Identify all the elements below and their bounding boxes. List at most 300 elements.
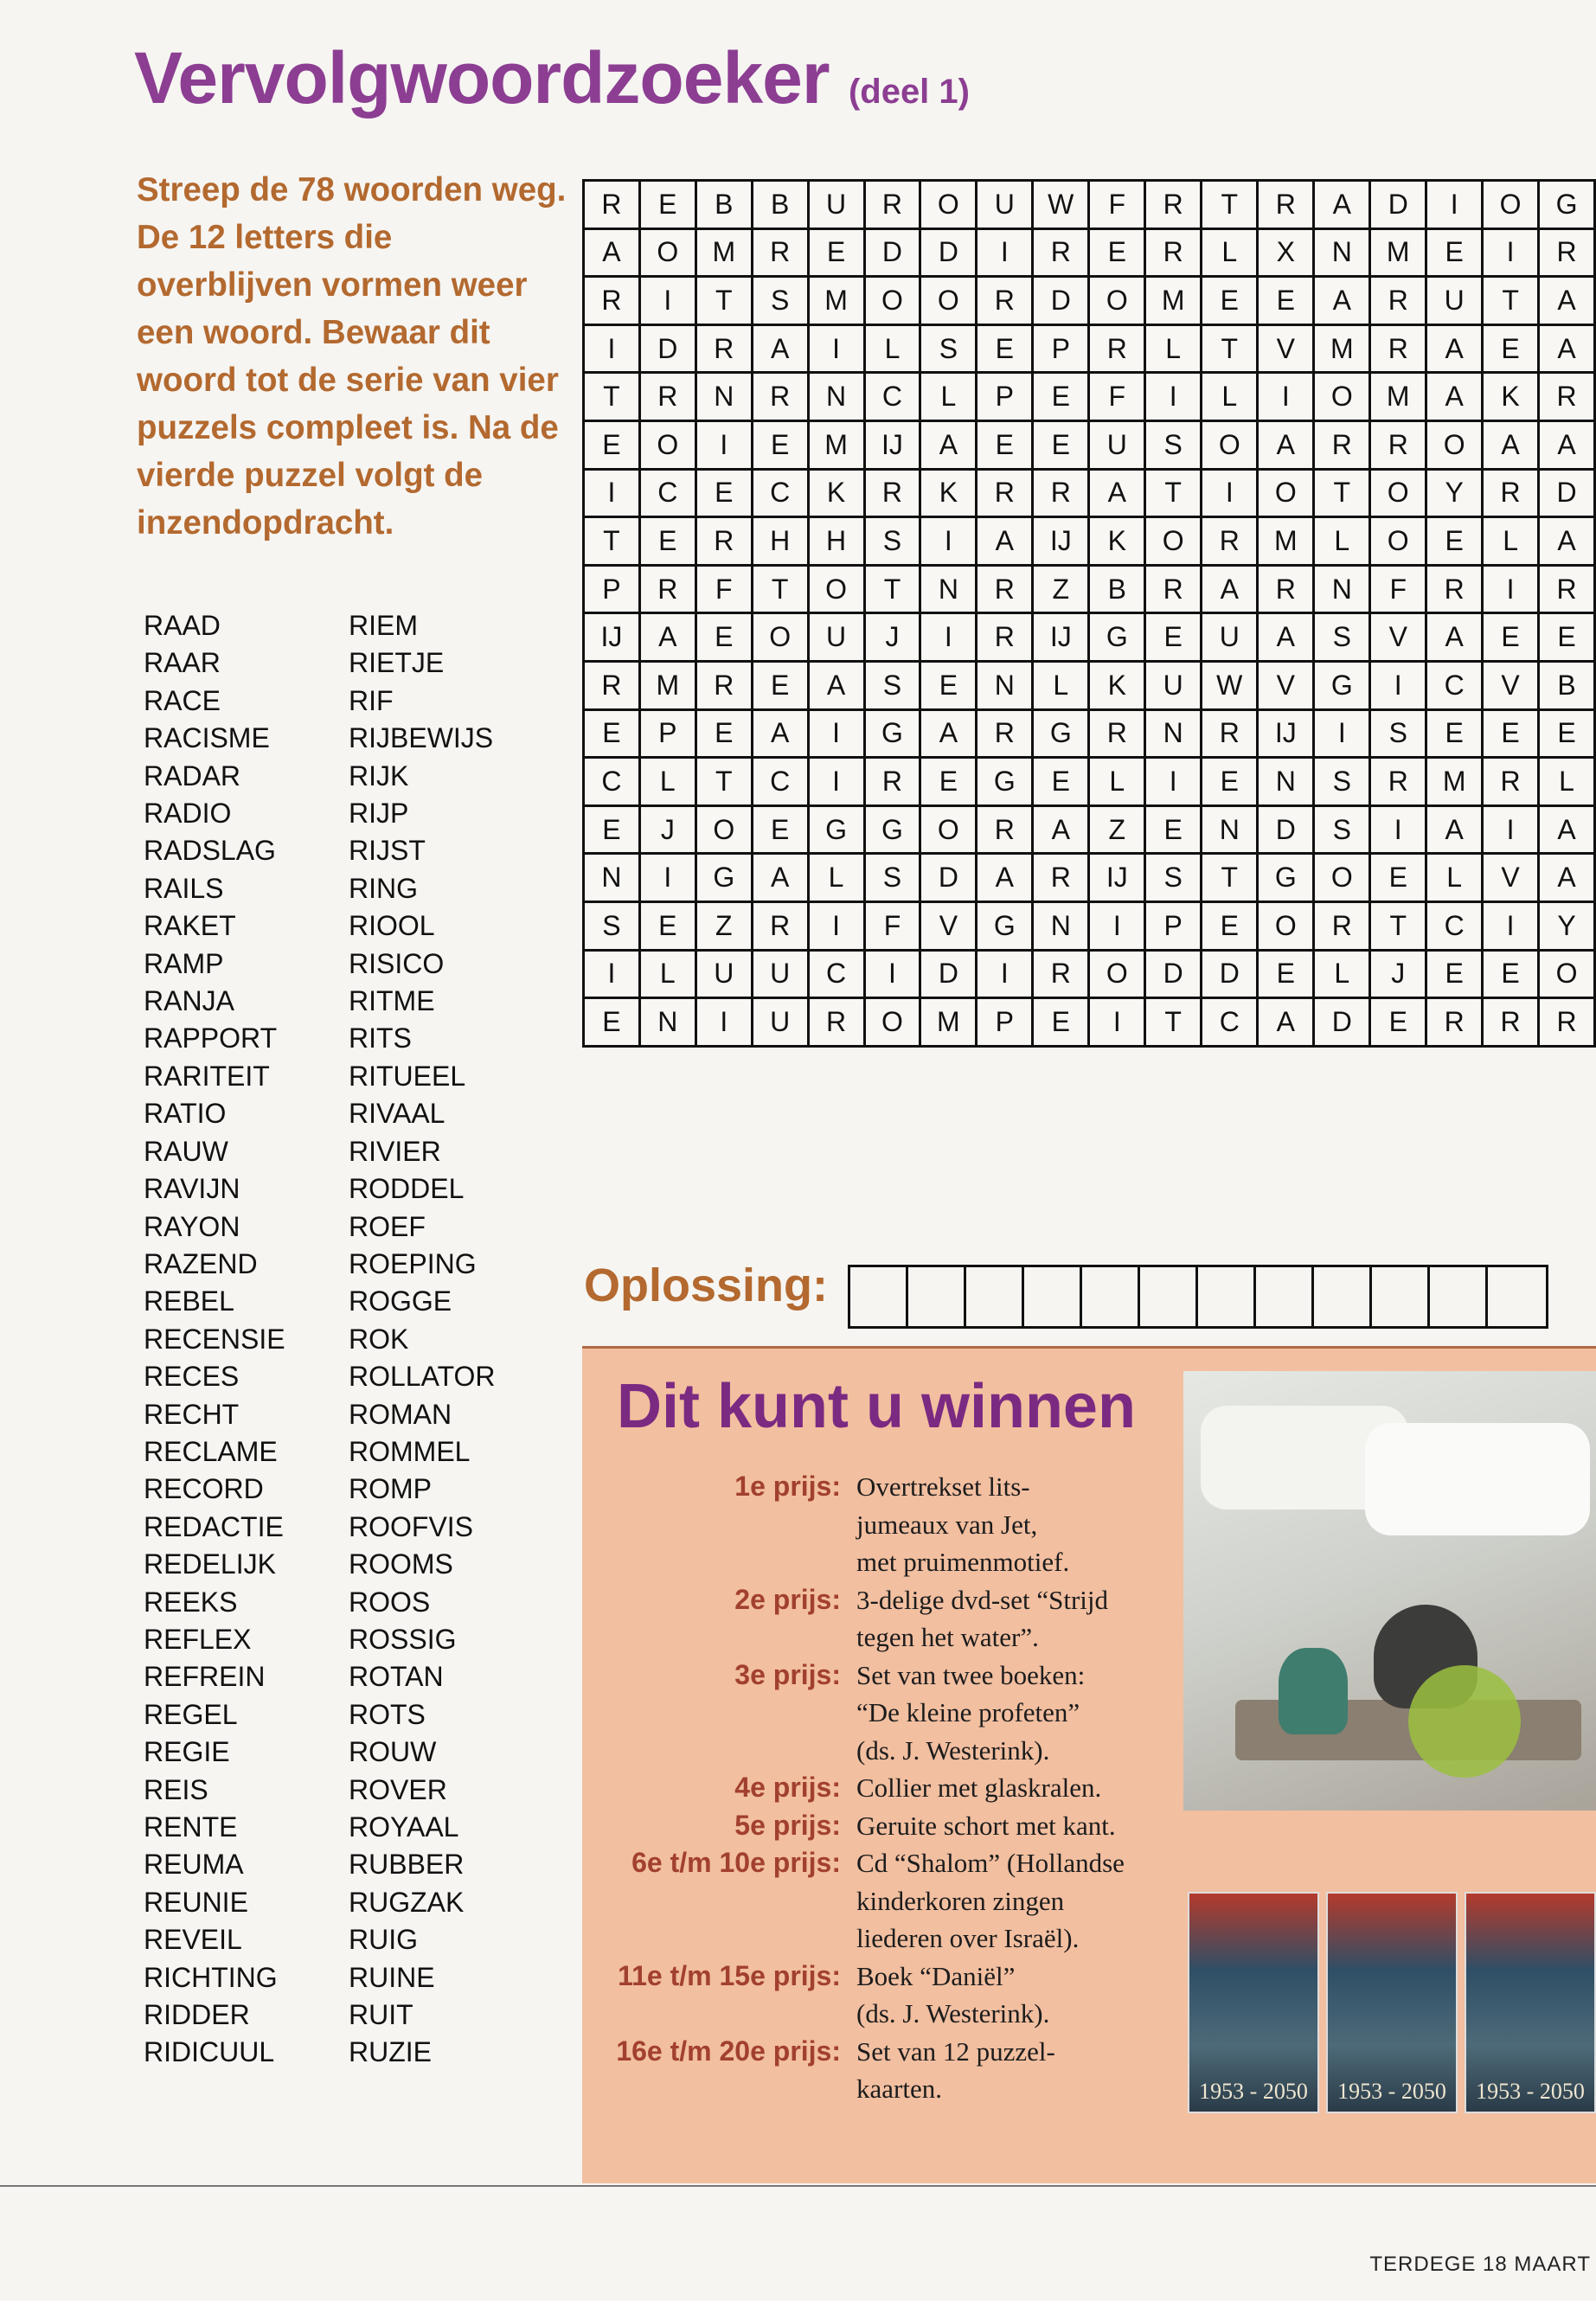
- grid-cell: I: [1202, 469, 1258, 517]
- prize-row: [582, 1958, 1168, 2033]
- grid-cell: R: [1370, 758, 1426, 806]
- grid-cell: A: [1314, 181, 1370, 229]
- word-item: ROOS: [349, 1586, 431, 1618]
- grid-cell: T: [1145, 998, 1202, 1047]
- word-item: RADSLAG: [144, 835, 276, 867]
- grid-cell: A: [1202, 565, 1258, 613]
- grid-cell: N: [1258, 758, 1314, 806]
- solution-box: [1488, 1267, 1546, 1326]
- word-item: ROMAN: [349, 1398, 452, 1430]
- grid-cell: R: [1483, 758, 1539, 806]
- grid-cell: E: [1539, 613, 1595, 662]
- word-item: RUBBER: [349, 1849, 465, 1881]
- grid-cell: I: [920, 517, 977, 566]
- grid-cell: B: [1539, 661, 1595, 709]
- prize-line: “De kleine profeten”: [856, 1697, 1080, 1727]
- grid-cell: E: [1145, 805, 1202, 854]
- grid-cell: A: [1539, 805, 1595, 854]
- grid-cell: R: [1033, 854, 1089, 902]
- grid-cell: O: [864, 998, 920, 1047]
- word-item: RODDEL: [349, 1173, 465, 1205]
- title-suffix: (deel 1): [848, 73, 970, 111]
- grid-cell: N: [1033, 901, 1089, 950]
- grid-cell: R: [1426, 565, 1483, 613]
- word-item: RAYON: [144, 1210, 240, 1242]
- grid-cell: I: [977, 950, 1033, 998]
- grid-cell: O: [1483, 181, 1539, 229]
- word-item: RIETJE: [349, 647, 445, 679]
- grid-cell: T: [584, 373, 640, 421]
- dvd-caption: 1953 - 2050: [1337, 2079, 1446, 2104]
- grid-cell: R: [639, 373, 695, 421]
- word-item: RIF: [349, 684, 394, 716]
- grid-cell: I: [1370, 661, 1426, 709]
- prize-label: 4e prijs:: [734, 1772, 841, 1803]
- grid-cell: S: [1145, 420, 1202, 469]
- grid-cell: L: [1033, 661, 1089, 709]
- solution-box: [1314, 1267, 1372, 1326]
- grid-cell: B: [1089, 565, 1145, 613]
- grid-cell: R: [695, 661, 752, 709]
- grid-cell: O: [1314, 854, 1370, 902]
- grid-cell: Z: [1033, 565, 1089, 613]
- solution-box: [1198, 1267, 1256, 1326]
- grid-cell: R: [977, 805, 1033, 854]
- grid-cell: E: [1483, 950, 1539, 998]
- grid-cell: Y: [1426, 469, 1483, 517]
- grid-cell: G: [977, 758, 1033, 806]
- prize-line: tegen het water”.: [856, 1622, 1039, 1652]
- grid-cell: Z: [1089, 805, 1145, 854]
- grid-cell: I: [1089, 901, 1145, 950]
- grid-cell: U: [808, 181, 864, 229]
- prize-label: 6e t/m 10e prijs:: [631, 1847, 841, 1878]
- grid-cell: A: [639, 613, 695, 662]
- grid-cell: I: [639, 277, 695, 325]
- grid-cell: N: [584, 854, 640, 902]
- word-item: REFLEX: [144, 1623, 252, 1655]
- grid-cell: O: [1258, 901, 1314, 950]
- prize-description: [856, 1468, 1168, 1581]
- grid-cell: E: [1258, 950, 1314, 998]
- grid-cell: L: [1089, 758, 1145, 806]
- grid-cell: C: [752, 758, 808, 806]
- grid-cell: I: [808, 709, 864, 758]
- grid-cell: R: [1370, 277, 1426, 325]
- grid-cell: B: [752, 181, 808, 229]
- grid-cell: E: [1426, 228, 1483, 277]
- grid-cell: E: [1483, 709, 1539, 758]
- prize-label: 2e prijs:: [734, 1583, 841, 1615]
- prize-label: 3e prijs:: [734, 1658, 841, 1690]
- word-item: RAPPORT: [144, 1022, 278, 1054]
- dvd-cover-1: [1188, 1892, 1319, 2113]
- grid-cell: O: [1089, 950, 1145, 998]
- word-item: ROTAN: [349, 1661, 444, 1693]
- grid-cell: F: [695, 565, 752, 613]
- grid-cell: F: [1089, 373, 1145, 421]
- word-item: RADAR: [144, 760, 241, 792]
- word-item: RUGZAK: [349, 1886, 465, 1918]
- word-item: REDACTIE: [144, 1510, 284, 1542]
- grid-cell: R: [1145, 228, 1202, 277]
- grid-cell: I: [808, 758, 864, 806]
- title-main: Vervolgwoordzoeker: [134, 37, 830, 119]
- grid-cell: N: [1314, 565, 1370, 613]
- word-item: RUZIE: [349, 2036, 432, 2068]
- prize-label: 16e t/m 20e prijs:: [616, 2035, 841, 2067]
- grid-cell: I: [1483, 228, 1539, 277]
- grid-cell: E: [977, 420, 1033, 469]
- word-item: ROOFVIS: [349, 1510, 474, 1542]
- grid-cell: U: [808, 613, 864, 662]
- grid-cell: K: [920, 469, 977, 517]
- grid-cell: E: [695, 469, 752, 517]
- grid-cell: S: [864, 517, 920, 566]
- grid-cell: R: [639, 565, 695, 613]
- grid-cell: U: [1145, 661, 1202, 709]
- grid-cell: E: [695, 613, 752, 662]
- grid-cell: R: [1258, 565, 1314, 613]
- grid-cell: U: [752, 998, 808, 1047]
- word-item: ROTS: [349, 1698, 426, 1730]
- grid-cell: S: [1145, 854, 1202, 902]
- grid-cell: P: [1145, 901, 1202, 950]
- word-item: RIDDER: [144, 1999, 250, 2031]
- grid-cell: E: [639, 517, 695, 566]
- grid-cell: I: [584, 950, 640, 998]
- grid-cell: S: [1314, 805, 1370, 854]
- grid-cell: R: [752, 901, 808, 950]
- grid-cell: N: [1314, 228, 1370, 277]
- grid-cell: IJ: [1033, 613, 1089, 662]
- solution-box: [1256, 1267, 1314, 1326]
- grid-cell: D: [639, 324, 695, 373]
- grid-cell: R: [1202, 709, 1258, 758]
- grid-cell: R: [864, 758, 920, 806]
- grid-row: [584, 950, 1595, 998]
- grid-cell: I: [584, 469, 640, 517]
- grid-cell: R: [1370, 420, 1426, 469]
- grid-cell: R: [808, 998, 864, 1047]
- grid-cell: A: [1539, 277, 1595, 325]
- prize-row: [582, 1581, 1168, 1657]
- grid-cell: O: [808, 565, 864, 613]
- grid-cell: M: [1426, 758, 1483, 806]
- grid-cell: O: [639, 420, 695, 469]
- grid-cell: O: [1314, 373, 1370, 421]
- prize-line: (ds. J. Westerink).: [856, 1734, 1050, 1766]
- solution-box: [1140, 1267, 1198, 1326]
- grid-cell: E: [1370, 854, 1426, 902]
- grid-cell: T: [1483, 277, 1539, 325]
- grid-cell: A: [1426, 324, 1483, 373]
- grid-cell: R: [695, 517, 752, 566]
- grid-row: [584, 661, 1595, 709]
- grid-cell: E: [1370, 998, 1426, 1047]
- word-item: RARITEIT: [144, 1060, 270, 1092]
- prize-line: Set van 12 puzzel-: [856, 2035, 1055, 2067]
- prize-row: [582, 1769, 1168, 1807]
- grid-cell: L: [639, 950, 695, 998]
- solution-boxes: [848, 1265, 1548, 1329]
- solution-box: [850, 1267, 908, 1326]
- grid-cell: S: [1370, 709, 1426, 758]
- word-item: ROYAAL: [349, 1811, 459, 1843]
- grid-cell: IJ: [1258, 709, 1314, 758]
- grid-row: [584, 277, 1595, 325]
- word-item: RAZEND: [144, 1247, 258, 1279]
- grid-cell: L: [1145, 324, 1202, 373]
- word-list: [144, 607, 554, 2072]
- grid-cell: W: [1202, 661, 1258, 709]
- word-item: RATIO: [144, 1098, 227, 1130]
- grid-cell: D: [1539, 469, 1595, 517]
- word-item: ROSSIG: [349, 1623, 457, 1655]
- grid-cell: M: [808, 277, 864, 325]
- word-column-1: [144, 607, 349, 2072]
- grid-cell: T: [1202, 854, 1258, 902]
- grid-cell: K: [808, 469, 864, 517]
- word-item: RAAR: [144, 647, 221, 679]
- word-item: RACISME: [144, 722, 270, 754]
- grid-cell: R: [977, 469, 1033, 517]
- prize-description: [856, 2033, 1168, 2108]
- prize-line: Geruite schort met kant.: [856, 1810, 1116, 1841]
- grid-cell: I: [639, 854, 695, 902]
- grid-row: [584, 758, 1595, 806]
- grid-row: [584, 854, 1595, 902]
- grid-cell: J: [864, 613, 920, 662]
- grid-cell: R: [1033, 950, 1089, 998]
- grid-cell: T: [752, 565, 808, 613]
- word-item: ROEPING: [349, 1247, 477, 1279]
- grid-cell: R: [1426, 998, 1483, 1047]
- prize-row: [582, 1657, 1168, 1770]
- word-item: REUNIE: [144, 1886, 248, 1918]
- grid-cell: D: [920, 228, 977, 277]
- prize-line: Set van twee boeken:: [856, 1659, 1086, 1690]
- grid-cell: C: [808, 950, 864, 998]
- grid-cell: F: [1089, 181, 1145, 229]
- grid-cell: D: [1033, 277, 1089, 325]
- grid-cell: S: [752, 277, 808, 325]
- grid-cell: S: [1314, 613, 1370, 662]
- grid-cell: P: [977, 998, 1033, 1047]
- grid-row: [584, 998, 1595, 1047]
- grid-cell: E: [977, 324, 1033, 373]
- grid-cell: R: [1258, 181, 1314, 229]
- grid-cell: U: [1202, 613, 1258, 662]
- grid-cell: I: [1258, 373, 1314, 421]
- grid-cell: X: [1258, 228, 1314, 277]
- grid-cell: E: [1258, 277, 1314, 325]
- grid-cell: K: [1089, 661, 1145, 709]
- grid-cell: C: [864, 373, 920, 421]
- grid-cell: F: [864, 901, 920, 950]
- grid-row: [584, 469, 1595, 517]
- word-item: ROK: [349, 1323, 409, 1355]
- grid-cell: L: [1539, 758, 1595, 806]
- page-title: [134, 36, 970, 120]
- grid-cell: R: [1314, 901, 1370, 950]
- grid-cell: Z: [695, 901, 752, 950]
- grid-cell: K: [1089, 517, 1145, 566]
- grid-cell: E: [639, 181, 695, 229]
- grid-cell: G: [1539, 181, 1595, 229]
- grid-cell: R: [752, 373, 808, 421]
- word-item: REEKS: [144, 1586, 238, 1618]
- grid-cell: A: [1426, 373, 1483, 421]
- grid-cell: I: [1145, 758, 1202, 806]
- grid-cell: I: [1426, 181, 1483, 229]
- grid-cell: P: [1033, 324, 1089, 373]
- grid-cell: A: [1314, 277, 1370, 325]
- grid-cell: IJ: [864, 420, 920, 469]
- word-item: RAAD: [144, 610, 221, 641]
- grid-cell: P: [977, 373, 1033, 421]
- word-item: RITME: [349, 985, 435, 1017]
- grid-cell: A: [1426, 613, 1483, 662]
- grid-cell: A: [920, 709, 977, 758]
- grid-cell: E: [1483, 324, 1539, 373]
- grid-row: [584, 709, 1595, 758]
- grid-row: [584, 373, 1595, 421]
- grid-cell: I: [808, 324, 864, 373]
- grid-cell: E: [1202, 901, 1258, 950]
- word-item: RISICO: [349, 947, 445, 979]
- word-item: RAVIJN: [144, 1173, 240, 1205]
- grid-cell: O: [695, 805, 752, 854]
- grid-row: [584, 805, 1595, 854]
- grid-cell: R: [864, 181, 920, 229]
- grid-cell: R: [977, 709, 1033, 758]
- grid-cell: H: [752, 517, 808, 566]
- grid-cell: R: [977, 565, 1033, 613]
- grid-cell: T: [1202, 181, 1258, 229]
- grid-cell: E: [752, 420, 808, 469]
- grid-cell: M: [1145, 277, 1202, 325]
- word-item: ROUW: [349, 1736, 437, 1768]
- grid-cell: O: [752, 613, 808, 662]
- grid-cell: J: [1370, 950, 1426, 998]
- grid-cell: M: [1314, 324, 1370, 373]
- grid-cell: D: [1202, 950, 1258, 998]
- word-item: REIS: [144, 1773, 208, 1805]
- word-item: RUIT: [349, 1999, 413, 2031]
- grid-cell: R: [1202, 517, 1258, 566]
- grid-cell: L: [1314, 950, 1370, 998]
- grid-cell: R: [584, 181, 640, 229]
- grid-cell: A: [1539, 324, 1595, 373]
- prize-row: [582, 1844, 1168, 1958]
- instructions: Streep de 78 woorden weg. De 12 letters die overblijven vormen weer een woord. Bewaar dit woord tot de serie van vier puzzels compleet is. Na de vierde puzzel volgt de inzendopdracht.: [137, 171, 567, 542]
- grid-cell: E: [1483, 613, 1539, 662]
- grid-cell: D: [1370, 181, 1426, 229]
- grid-cell: A: [1258, 613, 1314, 662]
- grid-cell: O: [1258, 469, 1314, 517]
- word-item: REGEL: [144, 1698, 238, 1730]
- grid-cell: O: [639, 228, 695, 277]
- prize-line: kinderkoren zingen: [856, 1885, 1065, 1916]
- grid-row: [584, 517, 1595, 566]
- grid-cell: S: [1314, 758, 1370, 806]
- word-item: RIJBEWIJS: [349, 722, 494, 754]
- grid-cell: J: [639, 805, 695, 854]
- prize-label: 1e prijs:: [734, 1471, 841, 1502]
- grid-cell: C: [639, 469, 695, 517]
- grid-cell: I: [1145, 373, 1202, 421]
- grid-cell: O: [1370, 469, 1426, 517]
- grid-cell: R: [977, 613, 1033, 662]
- grid-cell: G: [864, 709, 920, 758]
- prize-line: Boek “Daniël”: [856, 1960, 1016, 1991]
- word-item: RAKET: [144, 910, 236, 942]
- grid-cell: O: [1089, 277, 1145, 325]
- grid-cell: A: [1089, 469, 1145, 517]
- grid-cell: A: [1258, 420, 1314, 469]
- solution-box: [1372, 1267, 1430, 1326]
- grid-cell: E: [1426, 517, 1483, 566]
- grid-cell: V: [1258, 324, 1314, 373]
- grid-cell: A: [1483, 420, 1539, 469]
- word-column-2: [349, 607, 554, 2072]
- grid-cell: R: [1089, 709, 1145, 758]
- word-item: RECLAME: [144, 1435, 278, 1467]
- grid-cell: T: [695, 758, 752, 806]
- prize-description: [856, 1657, 1168, 1770]
- prize-line: Collier met glaskralen.: [856, 1772, 1102, 1803]
- grid-cell: M: [920, 998, 977, 1047]
- grid-cell: R: [1483, 998, 1539, 1047]
- grid-cell: C: [1426, 901, 1483, 950]
- grid-cell: E: [920, 661, 977, 709]
- grid-cell: E: [584, 709, 640, 758]
- word-item: ROEF: [349, 1210, 426, 1242]
- prize-label: 11e t/m 15e prijs:: [618, 1959, 841, 1991]
- word-item: RIVIER: [349, 1135, 441, 1167]
- grid-cell: S: [584, 901, 640, 950]
- footer-rule: [0, 2185, 1596, 2187]
- grid-cell: L: [1483, 517, 1539, 566]
- grid-cell: IJ: [1089, 854, 1145, 902]
- grid-cell: U: [1089, 420, 1145, 469]
- grid-cell: C: [1426, 661, 1483, 709]
- grid-cell: U: [695, 950, 752, 998]
- grid-cell: S: [864, 661, 920, 709]
- prize-line: (ds. J. Westerink).: [856, 1998, 1050, 2029]
- grid-cell: E: [695, 709, 752, 758]
- prize-row: [582, 1807, 1168, 1845]
- grid-cell: E: [584, 805, 640, 854]
- grid-cell: A: [584, 228, 640, 277]
- prizes-panel: [582, 1346, 1596, 2183]
- grid-cell: I: [695, 420, 752, 469]
- solution-label: Oplossing:: [584, 1259, 828, 1311]
- grid-cell: I: [1483, 901, 1539, 950]
- grid-cell: E: [639, 901, 695, 950]
- grid-cell: R: [1033, 469, 1089, 517]
- grid-cell: E: [752, 805, 808, 854]
- grid-cell: N: [1202, 805, 1258, 854]
- grid-cell: I: [1089, 998, 1145, 1047]
- grid-cell: O: [1370, 517, 1426, 566]
- grid-cell: W: [1033, 181, 1089, 229]
- prize-line: 3-delige dvd-set “Strijd: [856, 1584, 1108, 1615]
- grid-cell: E: [584, 420, 640, 469]
- prize-line: jumeaux van Jet,: [856, 1509, 1038, 1540]
- word-item: ROLLATOR: [349, 1361, 496, 1393]
